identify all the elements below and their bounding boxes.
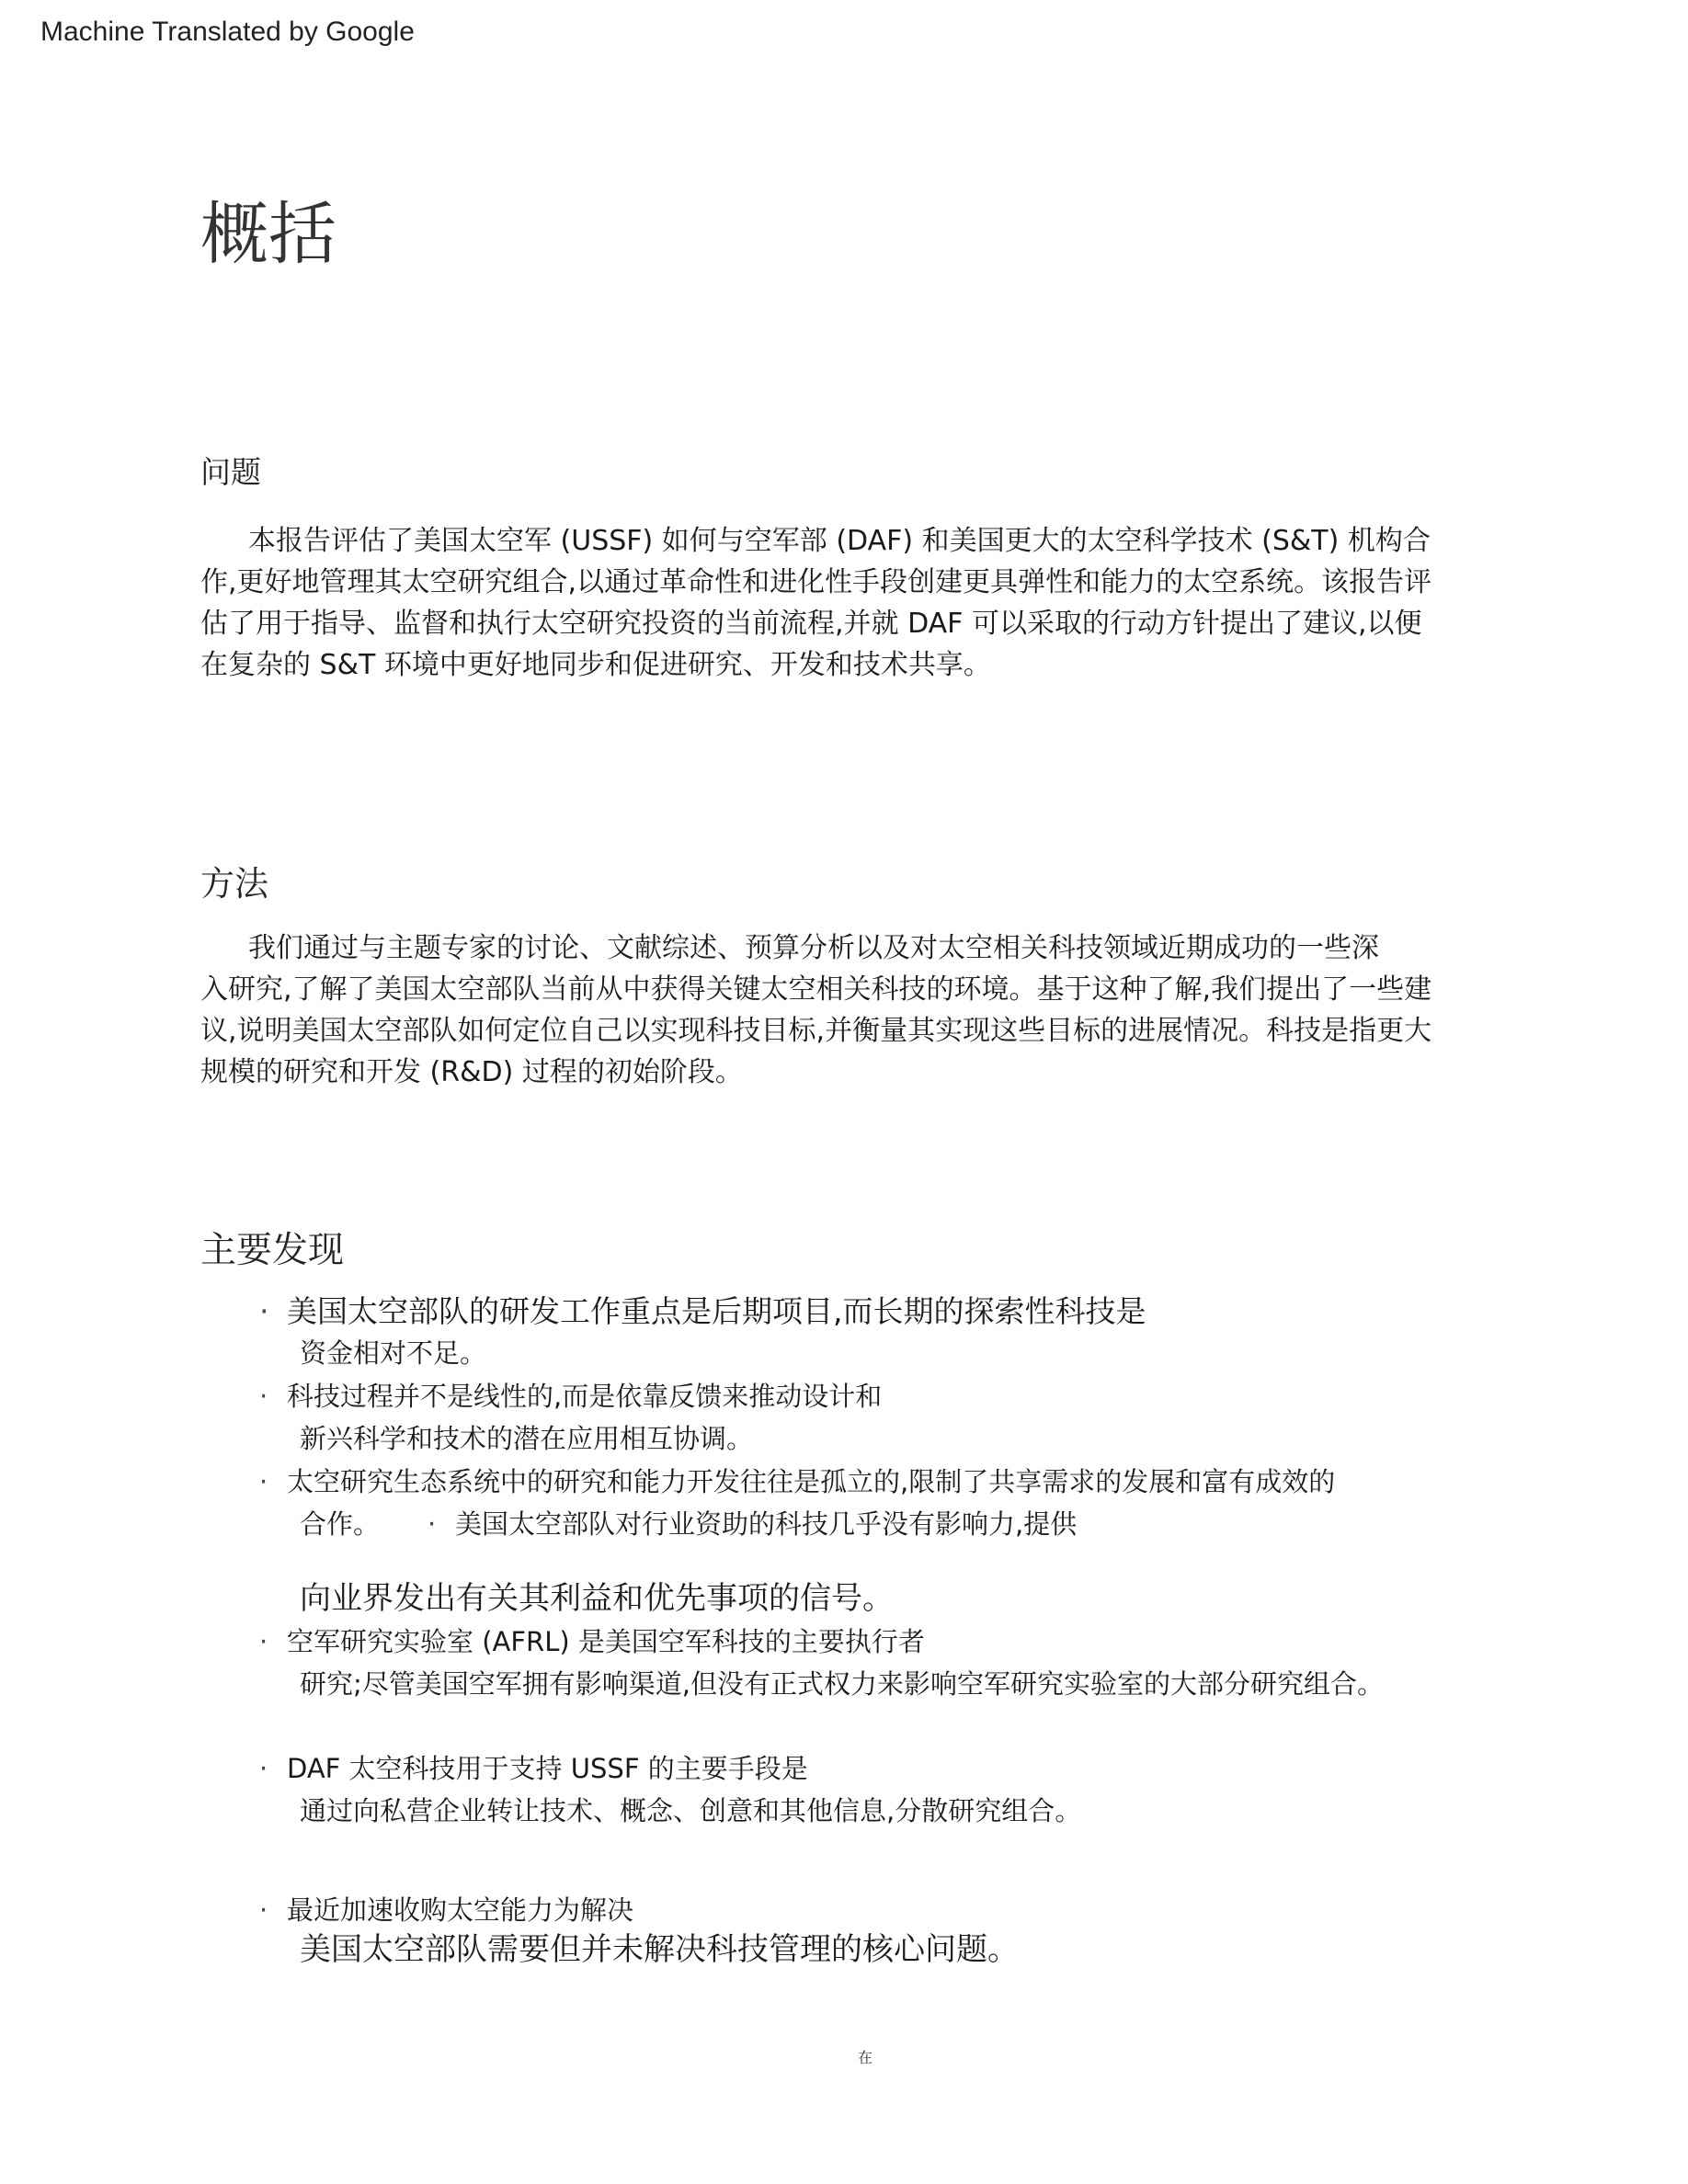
finding-text: 科技过程并不是线性的,而是依靠反馈来推动设计和 — [287, 1381, 883, 1412]
finding-item — [259, 1383, 882, 1410]
finding-item — [259, 1626, 925, 1657]
finding-text: 美国太空部队对行业资助的科技几乎没有影响力,提供 — [455, 1508, 1078, 1540]
method-line: 议,说明美国太空部队如何定位自己以实现科技目标,并衡量其实现这些目标的进展情况。科技是指更大 — [200, 1015, 1432, 1047]
method-paragraph — [200, 927, 1478, 1093]
finding-continuation: 向业界发出有关其利益和优先事项的信号。 — [300, 1580, 894, 1617]
problem-line: 估了用于指导、监督和执行太空研究投资的当前流程,并就 DAF 可以采取的行动方针提出了建议,以便 — [200, 608, 1422, 640]
problem-line: 在复杂的 S&T 环境中更好地同步和促进研究、开发和技术共享。 — [200, 649, 991, 681]
method-heading: 方法 — [200, 864, 268, 904]
finding-continuation: 美国太空部队需要但并未解决科技管理的核心问题。 — [300, 1931, 1019, 1968]
finding-continuation: 通过向私营企业转让技术、概念、创意和其他信息,分散研究组合。 — [300, 1795, 1082, 1826]
problem-paragraph — [200, 520, 1478, 686]
method-line: 入研究,了解了美国太空部队当前从中获得关键太空相关科技的环境。基于这种了解,我们提出了一些建 — [200, 973, 1432, 1006]
finding-text: 太空研究生态系统中的研究和能力开发往往是孤立的,限制了共享需求的发展和富有成效的 — [287, 1466, 1336, 1497]
bullet-icon: · — [259, 1894, 268, 1926]
finding-item — [259, 1293, 1146, 1329]
finding-continuation: 资金相对不足。 — [300, 1337, 487, 1369]
page-title: 概括 — [200, 195, 336, 274]
finding-text: 空军研究实验室 (AFRL) 是美国空军科技的主要执行者 — [287, 1626, 925, 1657]
bullet-icon: · — [259, 1753, 268, 1784]
page-number: 在 — [858, 2049, 873, 2066]
problem-line: 本报告评估了美国太空军 (USSF) 如何与空军部 (DAF) 和美国更大的太空科学技术 (S&T) 机构合 — [248, 525, 1431, 557]
finding-continuation — [300, 1508, 1078, 1540]
finding-text: 最近加速收购太空能力为解决 — [287, 1894, 634, 1926]
bullet-icon: · — [259, 1466, 268, 1497]
problem-line: 作,更好地管理其太空研究组合,以通过革命性和进化性手段创建更具弹性和能力的太空系统。该报告评 — [200, 566, 1432, 598]
bullet-icon: · — [259, 1293, 269, 1329]
findings-heading: 主要发现 — [200, 1230, 345, 1271]
method-line: 我们通过与主题专家的讨论、文献综述、预算分析以及对太空相关科技领域近期成功的一些深 — [248, 932, 1379, 964]
problem-heading: 问题 — [200, 454, 261, 490]
machine-translation-banner: Machine Translated by Google — [40, 17, 415, 47]
finding-continuation: 新兴科学和技术的潜在应用相互协调。 — [300, 1423, 754, 1454]
finding-text: DAF 太空科技用于支持 USSF 的主要手段是 — [287, 1753, 808, 1784]
finding-item — [259, 1466, 1336, 1497]
bullet-icon: · — [428, 1508, 437, 1540]
finding-text: 美国太空部队的研发工作重点是后期项目,而长期的探索性科技是 — [287, 1293, 1146, 1329]
method-line: 规模的研究和开发 (R&D) 过程的初始阶段。 — [200, 1056, 743, 1088]
finding-continuation: 研究;尽管美国空军拥有影响渠道,但没有正式权力来影响空军研究实验室的大部分研究组合。 — [300, 1668, 1384, 1700]
finding-item — [259, 1894, 634, 1926]
finding-item — [259, 1753, 808, 1784]
finding-text: 合作。 — [300, 1508, 381, 1540]
bullet-icon: · — [259, 1626, 268, 1657]
bullet-icon: · — [259, 1381, 268, 1412]
